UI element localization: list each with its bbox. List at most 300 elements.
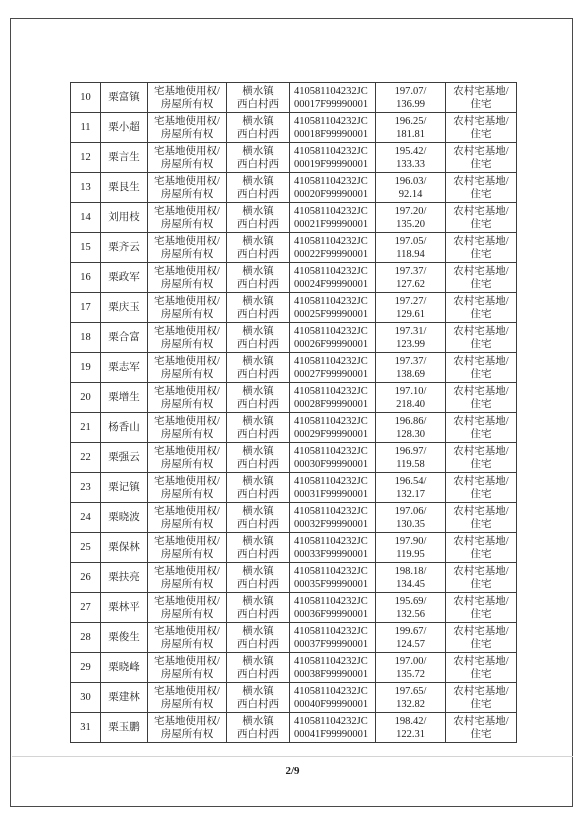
area-line-1: 197.27/ (394, 295, 427, 307)
location-line-1: 横水镇 (242, 85, 274, 97)
right-type-cell (148, 653, 227, 683)
table-row (71, 203, 517, 233)
usage-line-2: 住宅 (470, 188, 492, 200)
area-cell (376, 713, 446, 743)
area-line-2: 122.31 (396, 728, 425, 740)
location-cell (227, 413, 290, 443)
unit-code-line-1: 410581104232JC (294, 145, 368, 157)
area-cell (376, 533, 446, 563)
location-line-2: 西白村西 (237, 608, 279, 620)
right-type-cell (148, 473, 227, 503)
area-line-2: 130.35 (396, 518, 425, 530)
right-type-line-1: 宅基地使用权/ (154, 385, 220, 397)
table-row (71, 233, 517, 263)
table-row (71, 83, 517, 113)
usage-line-2: 住宅 (470, 98, 492, 110)
area-line-1: 197.07/ (394, 85, 427, 97)
right-type-line-2: 房屋所有权 (160, 638, 214, 650)
unit-code-cell (290, 383, 376, 413)
unit-code-cell (290, 503, 376, 533)
table-row (71, 113, 517, 143)
table-row (71, 413, 517, 443)
row-number-cell: 25 (71, 533, 101, 563)
area-line-2: 119.58 (396, 458, 425, 470)
owner-name-cell: 栗增生 (101, 383, 148, 413)
unit-code-cell (290, 263, 376, 293)
usage-cell (446, 653, 517, 683)
area-line-1: 196.54/ (394, 475, 427, 487)
right-type-line-1: 宅基地使用权/ (154, 265, 220, 277)
right-type-line-1: 宅基地使用权/ (154, 505, 220, 517)
area-line-2: 129.61 (396, 308, 425, 320)
location-line-1: 横水镇 (242, 145, 274, 157)
usage-line-2: 住宅 (470, 398, 492, 410)
right-type-line-2: 房屋所有权 (160, 548, 214, 560)
owner-name-cell: 栗建林 (101, 683, 148, 713)
usage-line-1: 农村宅基地/ (453, 85, 509, 97)
unit-code-cell (290, 683, 376, 713)
owner-name-cell: 栗艮生 (101, 173, 148, 203)
area-line-1: 199.67/ (394, 625, 427, 637)
right-type-line-1: 宅基地使用权/ (154, 295, 220, 307)
right-type-cell (148, 233, 227, 263)
location-line-2: 西白村西 (237, 488, 279, 500)
area-line-1: 196.25/ (394, 115, 427, 127)
area-line-2: 135.72 (396, 668, 425, 680)
area-cell (376, 113, 446, 143)
owner-name-cell: 栗晓峰 (101, 653, 148, 683)
usage-line-2: 住宅 (470, 608, 492, 620)
table-row (71, 473, 517, 503)
area-cell (376, 593, 446, 623)
unit-code-line-2: 00036F99990001 (294, 608, 369, 620)
unit-code-cell (290, 653, 376, 683)
usage-cell (446, 173, 517, 203)
unit-code-cell (290, 623, 376, 653)
row-number-cell: 15 (71, 233, 101, 263)
usage-line-1: 农村宅基地/ (453, 145, 509, 157)
area-line-2: 133.33 (396, 158, 425, 170)
row-number-cell: 10 (71, 83, 101, 113)
location-cell (227, 563, 290, 593)
area-cell (376, 563, 446, 593)
location-cell (227, 173, 290, 203)
right-type-cell (148, 563, 227, 593)
area-line-2: 218.40 (396, 398, 425, 410)
location-line-2: 西白村西 (237, 428, 279, 440)
location-cell (227, 443, 290, 473)
row-number-cell: 12 (71, 143, 101, 173)
area-line-1: 197.06/ (394, 505, 427, 517)
area-line-1: 197.90/ (394, 535, 427, 547)
right-type-line-1: 宅基地使用权/ (154, 175, 220, 187)
unit-code-line-2: 00029F99990001 (294, 428, 369, 440)
location-cell (227, 203, 290, 233)
owner-name-cell: 栗晓波 (101, 503, 148, 533)
owner-name-cell: 栗庆玉 (101, 293, 148, 323)
area-line-2: 118.94 (396, 248, 425, 260)
right-type-cell (148, 173, 227, 203)
area-line-1: 196.86/ (394, 415, 427, 427)
usage-line-2: 住宅 (470, 668, 492, 680)
area-line-2: 132.17 (396, 488, 425, 500)
unit-code-cell (290, 713, 376, 743)
unit-code-line-2: 00038F99990001 (294, 668, 369, 680)
owner-name-cell: 栗志军 (101, 353, 148, 383)
location-cell (227, 623, 290, 653)
location-line-1: 横水镇 (242, 505, 274, 517)
area-line-2: 128.30 (396, 428, 425, 440)
right-type-line-2: 房屋所有权 (160, 518, 214, 530)
right-type-cell (148, 413, 227, 443)
area-line-1: 197.10/ (394, 385, 427, 397)
usage-cell (446, 263, 517, 293)
table-row (71, 593, 517, 623)
usage-line-1: 农村宅基地/ (453, 685, 509, 697)
location-line-2: 西白村西 (237, 98, 279, 110)
right-type-line-1: 宅基地使用权/ (154, 85, 220, 97)
area-line-2: 123.99 (396, 338, 425, 350)
usage-cell (446, 83, 517, 113)
right-type-cell (148, 323, 227, 353)
unit-code-line-2: 00040F99990001 (294, 698, 369, 710)
right-type-cell (148, 113, 227, 143)
unit-code-line-1: 410581104232JC (294, 115, 368, 127)
location-line-1: 横水镇 (242, 565, 274, 577)
right-type-line-2: 房屋所有权 (160, 458, 214, 470)
right-type-line-2: 房屋所有权 (160, 698, 214, 710)
unit-code-line-1: 410581104232JC (294, 235, 368, 247)
unit-code-line-2: 00041F99990001 (294, 728, 369, 740)
usage-cell (446, 533, 517, 563)
row-number-cell: 31 (71, 713, 101, 743)
location-line-2: 西白村西 (237, 128, 279, 140)
area-line-2: 181.81 (396, 128, 425, 140)
location-line-1: 横水镇 (242, 325, 274, 337)
unit-code-cell (290, 233, 376, 263)
location-line-2: 西白村西 (237, 368, 279, 380)
unit-code-cell (290, 563, 376, 593)
area-cell (376, 413, 446, 443)
right-type-cell (148, 353, 227, 383)
owner-name-cell: 栗富镇 (101, 83, 148, 113)
usage-line-1: 农村宅基地/ (453, 115, 509, 127)
location-line-1: 横水镇 (242, 295, 274, 307)
area-cell (376, 443, 446, 473)
table-body (71, 83, 517, 743)
right-type-line-1: 宅基地使用权/ (154, 625, 220, 637)
right-type-line-1: 宅基地使用权/ (154, 235, 220, 247)
right-type-line-1: 宅基地使用权/ (154, 475, 220, 487)
unit-code-line-2: 00032F99990001 (294, 518, 369, 530)
unit-code-cell (290, 203, 376, 233)
location-line-1: 横水镇 (242, 385, 274, 397)
unit-code-line-2: 00027F99990001 (294, 368, 369, 380)
table-row (71, 323, 517, 353)
area-cell (376, 233, 446, 263)
right-type-line-1: 宅基地使用权/ (154, 145, 220, 157)
location-line-2: 西白村西 (237, 578, 279, 590)
area-cell (376, 293, 446, 323)
location-line-1: 横水镇 (242, 595, 274, 607)
usage-line-1: 农村宅基地/ (453, 475, 509, 487)
right-type-line-2: 房屋所有权 (160, 98, 214, 110)
table-row (71, 293, 517, 323)
right-type-line-2: 房屋所有权 (160, 128, 214, 140)
usage-cell (446, 503, 517, 533)
usage-cell (446, 443, 517, 473)
owner-name-cell: 栗玉鹏 (101, 713, 148, 743)
usage-line-2: 住宅 (470, 338, 492, 350)
location-line-1: 横水镇 (242, 415, 274, 427)
right-type-cell (148, 623, 227, 653)
owner-name-cell: 栗齐云 (101, 233, 148, 263)
table-row (71, 143, 517, 173)
usage-cell (446, 353, 517, 383)
area-line-1: 196.97/ (394, 445, 427, 457)
usage-line-1: 农村宅基地/ (453, 235, 509, 247)
usage-line-2: 住宅 (470, 548, 492, 560)
unit-code-cell (290, 143, 376, 173)
right-type-cell (148, 503, 227, 533)
right-type-line-2: 房屋所有权 (160, 308, 214, 320)
location-cell (227, 143, 290, 173)
right-type-line-1: 宅基地使用权/ (154, 655, 220, 667)
usage-line-1: 农村宅基地/ (453, 385, 509, 397)
usage-line-1: 农村宅基地/ (453, 535, 509, 547)
unit-code-cell (290, 413, 376, 443)
usage-cell (446, 233, 517, 263)
location-cell (227, 503, 290, 533)
right-type-line-2: 房屋所有权 (160, 578, 214, 590)
unit-code-line-1: 410581104232JC (294, 205, 368, 217)
area-line-2: 136.99 (396, 98, 425, 110)
usage-line-2: 住宅 (470, 278, 492, 290)
area-line-1: 195.69/ (394, 595, 427, 607)
right-type-cell (148, 83, 227, 113)
table-row (71, 383, 517, 413)
location-cell (227, 113, 290, 143)
owner-name-cell: 栗记镇 (101, 473, 148, 503)
unit-code-line-1: 410581104232JC (294, 625, 368, 637)
right-type-line-2: 房屋所有权 (160, 278, 214, 290)
location-cell (227, 263, 290, 293)
usage-cell (446, 293, 517, 323)
usage-line-2: 住宅 (470, 128, 492, 140)
area-line-2: 119.95 (396, 548, 425, 560)
usage-line-1: 农村宅基地/ (453, 415, 509, 427)
right-type-cell (148, 263, 227, 293)
right-type-cell (148, 203, 227, 233)
table-row (71, 683, 517, 713)
unit-code-line-2: 00037F99990001 (294, 638, 369, 650)
location-line-1: 横水镇 (242, 115, 274, 127)
row-number-cell: 27 (71, 593, 101, 623)
usage-line-1: 农村宅基地/ (453, 175, 509, 187)
location-line-1: 横水镇 (242, 715, 274, 727)
usage-line-2: 住宅 (470, 488, 492, 500)
unit-code-line-1: 410581104232JC (294, 295, 368, 307)
location-line-1: 横水镇 (242, 685, 274, 697)
table-row (71, 653, 517, 683)
unit-code-line-2: 00035F99990001 (294, 578, 369, 590)
unit-code-cell (290, 533, 376, 563)
usage-line-2: 住宅 (470, 578, 492, 590)
unit-code-cell (290, 593, 376, 623)
area-line-1: 197.31/ (394, 325, 427, 337)
area-line-1: 197.37/ (394, 355, 427, 367)
area-line-1: 197.20/ (394, 205, 427, 217)
area-line-1: 196.03/ (394, 175, 427, 187)
usage-line-1: 农村宅基地/ (453, 655, 509, 667)
table-row (71, 353, 517, 383)
area-line-2: 132.56 (396, 608, 425, 620)
area-line-2: 132.82 (396, 698, 425, 710)
unit-code-line-2: 00030F99990001 (294, 458, 369, 470)
unit-code-line-1: 410581104232JC (294, 355, 368, 367)
right-type-line-2: 房屋所有权 (160, 608, 214, 620)
unit-code-line-1: 410581104232JC (294, 535, 368, 547)
owner-name-cell: 栗强云 (101, 443, 148, 473)
owner-name-cell: 栗言生 (101, 143, 148, 173)
area-cell (376, 323, 446, 353)
usage-line-1: 农村宅基地/ (453, 595, 509, 607)
row-number-cell: 17 (71, 293, 101, 323)
usage-line-1: 农村宅基地/ (453, 325, 509, 337)
owner-name-cell: 栗扶亮 (101, 563, 148, 593)
usage-line-2: 住宅 (470, 428, 492, 440)
unit-code-line-2: 00017F99990001 (294, 98, 369, 110)
area-line-1: 197.00/ (394, 655, 427, 667)
row-number-cell: 28 (71, 623, 101, 653)
owner-name-cell: 栗政军 (101, 263, 148, 293)
row-number-cell: 29 (71, 653, 101, 683)
table-row (71, 533, 517, 563)
unit-code-cell (290, 113, 376, 143)
usage-line-1: 农村宅基地/ (453, 205, 509, 217)
table-row (71, 503, 517, 533)
unit-code-line-2: 00025F99990001 (294, 308, 369, 320)
usage-cell (446, 623, 517, 653)
usage-line-2: 住宅 (470, 158, 492, 170)
right-type-line-1: 宅基地使用权/ (154, 715, 220, 727)
right-type-line-1: 宅基地使用权/ (154, 415, 220, 427)
location-cell (227, 473, 290, 503)
right-type-cell (148, 443, 227, 473)
usage-line-1: 农村宅基地/ (453, 295, 509, 307)
location-line-2: 西白村西 (237, 278, 279, 290)
unit-code-line-2: 00020F99990001 (294, 188, 369, 200)
usage-line-1: 农村宅基地/ (453, 265, 509, 277)
area-line-2: 135.20 (396, 218, 425, 230)
area-cell (376, 173, 446, 203)
unit-code-line-1: 410581104232JC (294, 505, 368, 517)
right-type-line-2: 房屋所有权 (160, 248, 214, 260)
unit-code-line-2: 00024F99990001 (294, 278, 369, 290)
unit-code-line-2: 00019F99990001 (294, 158, 369, 170)
location-line-1: 横水镇 (242, 265, 274, 277)
right-type-cell (148, 293, 227, 323)
owner-name-cell: 刘用枝 (101, 203, 148, 233)
location-line-1: 横水镇 (242, 625, 274, 637)
usage-cell (446, 593, 517, 623)
usage-line-2: 住宅 (470, 308, 492, 320)
usage-cell (446, 113, 517, 143)
location-cell (227, 713, 290, 743)
area-line-1: 195.42/ (394, 145, 427, 157)
right-type-line-2: 房屋所有权 (160, 338, 214, 350)
area-cell (376, 353, 446, 383)
usage-line-2: 住宅 (470, 698, 492, 710)
usage-line-1: 农村宅基地/ (453, 355, 509, 367)
usage-line-1: 农村宅基地/ (453, 565, 509, 577)
usage-cell (446, 383, 517, 413)
unit-code-line-1: 410581104232JC (294, 445, 368, 457)
location-line-2: 西白村西 (237, 728, 279, 740)
area-line-1: 197.65/ (394, 685, 427, 697)
right-type-line-1: 宅基地使用权/ (154, 205, 220, 217)
location-cell (227, 293, 290, 323)
right-type-line-2: 房屋所有权 (160, 218, 214, 230)
usage-line-1: 农村宅基地/ (453, 715, 509, 727)
area-line-2: 134.45 (396, 578, 425, 590)
location-line-2: 西白村西 (237, 248, 279, 260)
unit-code-line-1: 410581104232JC (294, 685, 368, 697)
footer-divider (12, 756, 573, 757)
unit-code-line-2: 00021F99990001 (294, 218, 369, 230)
unit-code-line-2: 00033F99990001 (294, 548, 369, 560)
right-type-line-2: 房屋所有权 (160, 668, 214, 680)
right-type-line-1: 宅基地使用权/ (154, 535, 220, 547)
right-type-line-2: 房屋所有权 (160, 398, 214, 410)
location-line-2: 西白村西 (237, 338, 279, 350)
owner-name-cell: 栗俊生 (101, 623, 148, 653)
usage-line-1: 农村宅基地/ (453, 445, 509, 457)
location-line-1: 横水镇 (242, 355, 274, 367)
location-line-2: 西白村西 (237, 218, 279, 230)
right-type-line-2: 房屋所有权 (160, 158, 214, 170)
unit-code-cell (290, 323, 376, 353)
table-row (71, 563, 517, 593)
usage-cell (446, 413, 517, 443)
area-cell (376, 203, 446, 233)
page-number: 2/9 (285, 765, 300, 777)
area-line-2: 92.14 (398, 188, 423, 200)
row-number-cell: 18 (71, 323, 101, 353)
unit-code-line-1: 410581104232JC (294, 385, 368, 397)
location-cell (227, 593, 290, 623)
unit-code-line-2: 00018F99990001 (294, 128, 369, 140)
owner-name-cell: 栗小超 (101, 113, 148, 143)
unit-code-line-1: 410581104232JC (294, 565, 368, 577)
area-cell (376, 473, 446, 503)
right-type-line-2: 房屋所有权 (160, 728, 214, 740)
location-line-2: 西白村西 (237, 458, 279, 470)
row-number-cell: 16 (71, 263, 101, 293)
unit-code-line-2: 00022F99990001 (294, 248, 369, 260)
location-line-2: 西白村西 (237, 188, 279, 200)
table-row (71, 713, 517, 743)
right-type-line-2: 房屋所有权 (160, 488, 214, 500)
unit-code-line-1: 410581104232JC (294, 595, 368, 607)
location-line-1: 横水镇 (242, 535, 274, 547)
area-line-2: 127.62 (396, 278, 425, 290)
location-cell (227, 233, 290, 263)
area-cell (376, 263, 446, 293)
right-type-line-1: 宅基地使用权/ (154, 565, 220, 577)
location-cell (227, 353, 290, 383)
right-type-cell (148, 143, 227, 173)
